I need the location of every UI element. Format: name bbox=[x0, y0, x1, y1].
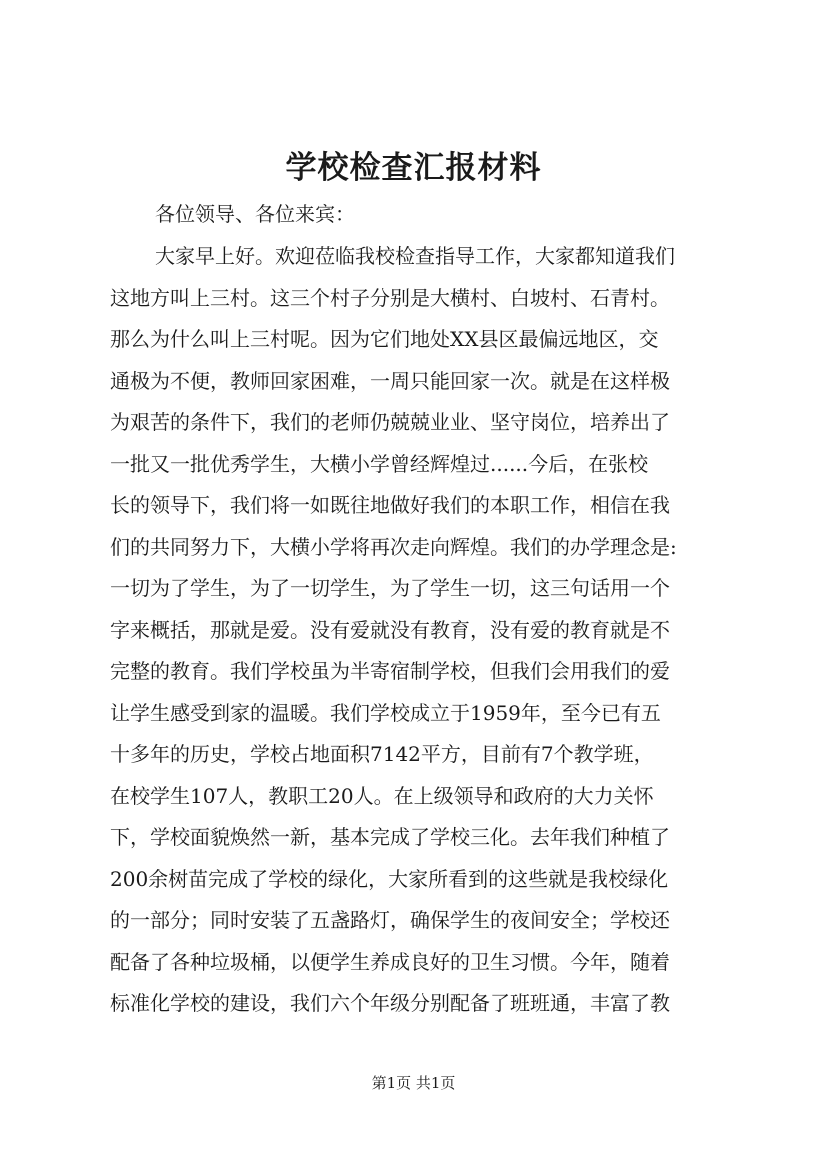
paragraph-line: 字来概括，那就是爱。没有爱就没有教育，没有爱的教育就是不 bbox=[110, 618, 670, 642]
paragraph-line: 通极为不便，教师回家困难，一周只能回家一次。就是在这样极 bbox=[110, 369, 670, 393]
paragraph-line: 长的领导下，我们将一如既往地做好我们的本职工作，相信在我 bbox=[110, 493, 670, 517]
paragraph-line: 一切为了学生，为了一切学生，为了学生一切，这三句话用一个 bbox=[110, 576, 670, 600]
paragraph-line: 这地方叫上三村。这三个村子分别是大横村、白坡村、石青村。 bbox=[110, 286, 670, 310]
paragraph-line: 标准化学校的建设，我们六个年级分别配备了班班通，丰富了教 bbox=[110, 991, 670, 1015]
document-title: 学校检查汇报材料 bbox=[285, 150, 542, 186]
paragraph-line: 的一部分；同时安装了五盏路灯，确保学生的夜间安全；学校还 bbox=[110, 908, 670, 932]
paragraph-line: 为艰苦的条件下，我们的老师仍兢兢业业、坚守岗位，培养出了 bbox=[110, 410, 670, 434]
paragraph-line: 那么为什么叫上三村呢。因为它们地处XX县区最偏远地区，交 bbox=[110, 327, 659, 351]
paragraph-line: 十多年的历史，学校占地面积7142平方，目前有7个教学班， bbox=[110, 742, 654, 766]
paragraph-line: 下，学校面貌焕然一新，基本完成了学校三化。去年我们种植了 bbox=[110, 825, 670, 849]
paragraph-line: 一批又一批优秀学生，大横小学曾经辉煌过......今后，在张校 bbox=[110, 452, 649, 476]
page-number-footer: 第1页 共1页 bbox=[371, 1074, 456, 1092]
paragraph-line: 让学生感受到家的温暖。我们学校成立于1959年，至今已有五 bbox=[110, 701, 661, 725]
paragraph-line: 们的共同努力下，大横小学将再次走向辉煌。我们的办学理念是: bbox=[110, 535, 677, 559]
paragraph-line: 200余树苗完成了学校的绿化，大家所看到的这些就是我校绿化 bbox=[110, 867, 669, 891]
paragraph-line: 完整的教育。我们学校虽为半寄宿制学校，但我们会用我们的爱 bbox=[110, 659, 670, 683]
paragraph-line: 在校学生107人，教职工20人。在上级领导和政府的大力关怀 bbox=[110, 784, 654, 808]
paragraph-line: 大家早上好。欢迎莅临我校检查指导工作，大家都知道我们 bbox=[155, 244, 675, 268]
paragraph-line: 配备了各种垃圾桶，以便学生养成良好的卫生习惯。今年，随着 bbox=[110, 950, 670, 974]
greeting-line: 各位领导、各位来宾： bbox=[155, 202, 355, 226]
